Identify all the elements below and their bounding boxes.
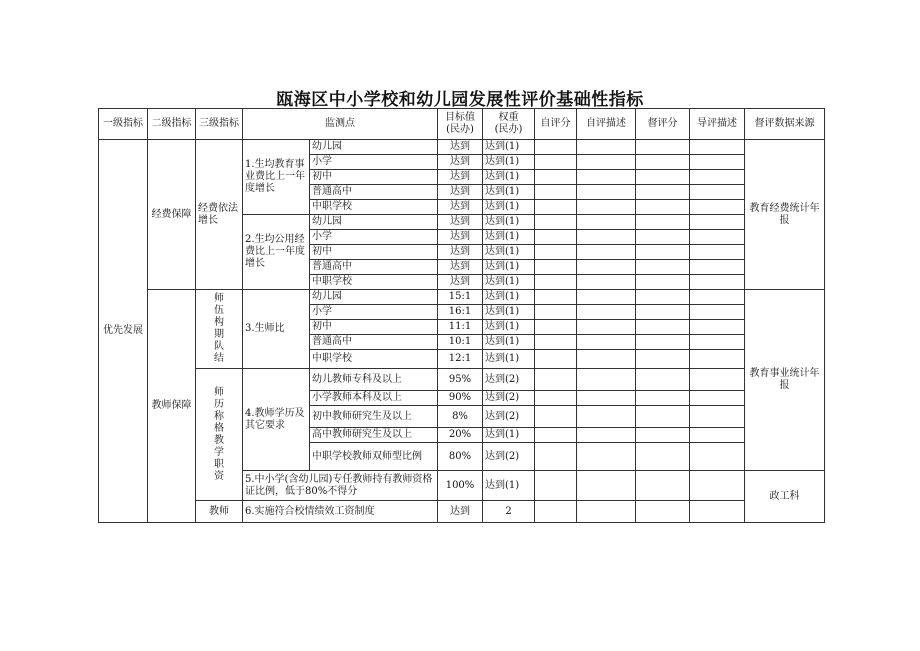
point-cell: 普通高中	[310, 260, 438, 275]
weight-cell: 达到(1)	[483, 185, 535, 200]
target-cell: 16:1	[438, 305, 483, 320]
source-cell: 教育经费统计年报	[745, 140, 825, 290]
self-score-cell[interactable]	[535, 320, 577, 335]
self-desc-cell[interactable]	[577, 391, 636, 406]
weight-cell: 达到(1)	[483, 200, 535, 215]
header-sup-score: 督评分	[636, 109, 690, 140]
header-point: 监测点	[243, 109, 438, 140]
sup-score-cell[interactable]	[636, 501, 690, 523]
weight-cell: 达到(1)	[483, 260, 535, 275]
group-cell: 3.生师比	[243, 290, 310, 369]
sup-score-cell[interactable]	[636, 350, 690, 369]
header-self-desc: 自评描述	[577, 109, 636, 140]
guide-desc-cell[interactable]	[690, 471, 745, 501]
sup-score-cell[interactable]	[636, 305, 690, 320]
page-title: 瓯海区中小学校和幼儿园发展性评价基础性指标	[276, 90, 644, 110]
weight-cell: 达到(2)	[483, 443, 535, 471]
weight-cell: 达到(1)	[483, 140, 535, 155]
point-cell: 幼儿园	[310, 140, 438, 155]
self-desc-cell[interactable]	[577, 406, 636, 428]
point-cell: 普通高中	[310, 335, 438, 350]
point-cell: 中职学校	[310, 200, 438, 215]
sup-score-cell[interactable]	[636, 428, 690, 443]
point-cell: 小学	[310, 230, 438, 245]
weight-cell: 达到(2)	[483, 406, 535, 428]
sup-score-cell[interactable]	[636, 245, 690, 260]
self-desc-cell[interactable]	[577, 185, 636, 200]
self-desc-cell[interactable]	[577, 471, 636, 501]
header-level2: 二级指标	[148, 109, 196, 140]
self-score-cell[interactable]	[535, 260, 577, 275]
target-cell: 80%	[438, 443, 483, 471]
weight-cell: 达到(1)	[483, 155, 535, 170]
sup-score-cell[interactable]	[636, 155, 690, 170]
self-desc-cell[interactable]	[577, 245, 636, 260]
guide-desc-cell[interactable]	[690, 245, 745, 260]
target-cell: 达到	[438, 275, 483, 290]
target-cell: 达到	[438, 230, 483, 245]
weight-cell: 达到(1)	[483, 428, 535, 443]
target-cell: 达到	[438, 200, 483, 215]
target-cell: 达到	[438, 155, 483, 170]
sup-score-cell[interactable]	[636, 230, 690, 245]
table-row	[99, 140, 825, 155]
target-cell: 10:1	[438, 335, 483, 350]
guide-desc-cell[interactable]	[690, 391, 745, 406]
guide-desc-cell[interactable]	[690, 185, 745, 200]
point-cell: 初中	[310, 170, 438, 185]
header-target: 目标值 (民办)	[438, 109, 483, 140]
self-score-cell[interactable]	[535, 170, 577, 185]
source-cell: 政工科	[745, 471, 825, 523]
self-desc-cell[interactable]	[577, 230, 636, 245]
target-cell: 20%	[438, 428, 483, 443]
target-cell: 15:1	[438, 290, 483, 305]
point-cell: 幼儿教师专科及以上	[310, 369, 438, 391]
header-level3: 三级指标	[196, 109, 243, 140]
guide-desc-cell[interactable]	[690, 215, 745, 230]
header-level1: 一级指标	[99, 109, 148, 140]
self-score-cell[interactable]	[535, 443, 577, 471]
header-source: 督评数据来源	[745, 109, 825, 140]
self-score-cell[interactable]	[535, 230, 577, 245]
weight-cell: 达到(1)	[483, 335, 535, 350]
guide-desc-cell[interactable]	[690, 230, 745, 245]
self-score-cell[interactable]	[535, 185, 577, 200]
self-desc-cell[interactable]	[577, 290, 636, 305]
guide-desc-cell[interactable]	[690, 140, 745, 155]
group-cell: 6.实施符合校情绩效工资制度	[243, 501, 438, 523]
point-cell: 高中教师研究生及以上	[310, 428, 438, 443]
guide-desc-cell[interactable]	[690, 335, 745, 350]
target-cell: 11:1	[438, 320, 483, 335]
sup-score-cell[interactable]	[636, 290, 690, 305]
sup-score-cell[interactable]	[636, 140, 690, 155]
point-cell: 普通高中	[310, 185, 438, 200]
target-cell: 95%	[438, 369, 483, 391]
weight-cell: 达到(1)	[483, 245, 535, 260]
group-cell: 1.生均教育事业费比上一年度增长	[243, 140, 310, 215]
self-score-cell[interactable]	[535, 290, 577, 305]
sup-score-cell[interactable]	[636, 260, 690, 275]
weight-cell: 达到(1)	[483, 275, 535, 290]
self-score-cell[interactable]	[535, 369, 577, 391]
weight-cell: 达到(1)	[483, 170, 535, 185]
self-desc-cell[interactable]	[577, 335, 636, 350]
target-cell: 达到	[438, 260, 483, 275]
sup-score-cell[interactable]	[636, 200, 690, 215]
guide-desc-cell[interactable]	[690, 428, 745, 443]
level3-cell: 师伍构期队结	[196, 290, 243, 369]
target-cell: 100%	[438, 471, 483, 501]
self-desc-cell[interactable]	[577, 260, 636, 275]
point-cell: 中职学校	[310, 350, 438, 369]
weight-cell: 达到(1)	[483, 230, 535, 245]
self-desc-cell[interactable]	[577, 320, 636, 335]
point-cell: 初中教师研究生及以上	[310, 406, 438, 428]
weight-cell: 达到(1)	[483, 320, 535, 335]
weight-cell: 达到(1)	[483, 215, 535, 230]
guide-desc-cell[interactable]	[690, 406, 745, 428]
self-desc-cell[interactable]	[577, 155, 636, 170]
guide-desc-cell[interactable]	[690, 305, 745, 320]
group-cell: 2.生均公用经费比上一年度增长	[243, 215, 310, 290]
weight-cell: 达到(1)	[483, 290, 535, 305]
point-cell: 中职学校教师双师型比例	[310, 443, 438, 471]
level2-cell: 教师保障	[148, 290, 196, 523]
target-cell: 达到	[438, 501, 483, 523]
self-score-cell[interactable]	[535, 275, 577, 290]
weight-cell: 达到(1)	[483, 471, 535, 501]
self-score-cell[interactable]	[535, 305, 577, 320]
self-desc-cell[interactable]	[577, 350, 636, 369]
guide-desc-cell[interactable]	[690, 260, 745, 275]
header-row	[99, 109, 825, 140]
weight-cell: 达到(2)	[483, 391, 535, 406]
target-cell: 达到	[438, 215, 483, 230]
self-score-cell[interactable]	[535, 155, 577, 170]
header-self-score: 自评分	[535, 109, 577, 140]
sup-score-cell[interactable]	[636, 406, 690, 428]
point-cell: 小学	[310, 155, 438, 170]
level2-cell: 经费保障	[148, 140, 196, 290]
weight-cell: 达到(1)	[483, 350, 535, 369]
level1-cell: 优先发展	[99, 140, 148, 523]
target-cell: 达到	[438, 185, 483, 200]
self-score-cell[interactable]	[535, 335, 577, 350]
group-cell: 5.中小学(含幼儿园)专任教师持有教师资格证比例，低于80%不得分	[243, 471, 438, 501]
weight-cell: 2	[483, 501, 535, 523]
self-desc-cell[interactable]	[577, 170, 636, 185]
guide-desc-cell[interactable]	[690, 200, 745, 215]
source-cell: 教育事业统计年报	[745, 290, 825, 471]
sup-score-cell[interactable]	[636, 170, 690, 185]
target-cell: 12:1	[438, 350, 483, 369]
sup-score-cell[interactable]	[636, 443, 690, 471]
guide-desc-cell[interactable]	[690, 290, 745, 305]
sup-score-cell[interactable]	[636, 471, 690, 501]
self-score-cell[interactable]	[535, 245, 577, 260]
sup-score-cell[interactable]	[636, 320, 690, 335]
self-desc-cell[interactable]	[577, 443, 636, 471]
self-score-cell[interactable]	[535, 215, 577, 230]
guide-desc-cell[interactable]	[690, 320, 745, 335]
self-score-cell[interactable]	[535, 471, 577, 501]
header-guide-desc: 导评描述	[690, 109, 745, 140]
weight-cell: 达到(2)	[483, 369, 535, 391]
guide-desc-cell[interactable]	[690, 501, 745, 523]
sup-score-cell[interactable]	[636, 369, 690, 391]
guide-desc-cell[interactable]	[690, 443, 745, 471]
guide-desc-cell[interactable]	[690, 369, 745, 391]
header-weight: 权重 (民办)	[483, 109, 535, 140]
sup-score-cell[interactable]	[636, 335, 690, 350]
weight-cell: 达到(1)	[483, 305, 535, 320]
point-cell: 中职学校	[310, 275, 438, 290]
target-cell: 达到	[438, 245, 483, 260]
self-score-cell[interactable]	[535, 406, 577, 428]
point-cell: 幼儿园	[310, 215, 438, 230]
guide-desc-cell[interactable]	[690, 275, 745, 290]
self-score-cell[interactable]	[535, 140, 577, 155]
sup-score-cell[interactable]	[636, 275, 690, 290]
self-desc-cell[interactable]	[577, 428, 636, 443]
guide-desc-cell[interactable]	[690, 155, 745, 170]
point-cell: 幼儿园	[310, 290, 438, 305]
sup-score-cell[interactable]	[636, 185, 690, 200]
table-row	[99, 369, 825, 391]
self-desc-cell[interactable]	[577, 305, 636, 320]
self-desc-cell[interactable]	[577, 501, 636, 523]
level3-cell: 经费依法增长	[196, 140, 243, 290]
level3-cell: 教师	[196, 501, 243, 523]
target-cell: 90%	[438, 391, 483, 406]
sup-score-cell[interactable]	[636, 391, 690, 406]
target-cell: 达到	[438, 170, 483, 185]
point-cell: 小学教师本科及以上	[310, 391, 438, 406]
self-desc-cell[interactable]	[577, 215, 636, 230]
self-desc-cell[interactable]	[577, 200, 636, 215]
guide-desc-cell[interactable]	[690, 170, 745, 185]
self-desc-cell[interactable]	[577, 369, 636, 391]
point-cell: 初中	[310, 245, 438, 260]
sup-score-cell[interactable]	[636, 215, 690, 230]
target-cell: 8%	[438, 406, 483, 428]
point-cell: 小学	[310, 305, 438, 320]
group-cell: 4.教师学历及其它要求	[243, 369, 310, 471]
guide-desc-cell[interactable]	[690, 350, 745, 369]
table-row	[99, 501, 825, 523]
point-cell: 初中	[310, 320, 438, 335]
level3-cell: 师历称格教学职资	[196, 369, 243, 501]
self-score-cell[interactable]	[535, 391, 577, 406]
indicator-table	[98, 108, 825, 523]
self-score-cell[interactable]	[535, 350, 577, 369]
self-desc-cell[interactable]	[577, 140, 636, 155]
self-score-cell[interactable]	[535, 200, 577, 215]
self-desc-cell[interactable]	[577, 275, 636, 290]
target-cell: 达到	[438, 140, 483, 155]
self-score-cell[interactable]	[535, 428, 577, 443]
table-row	[99, 290, 825, 305]
self-score-cell[interactable]	[535, 501, 577, 523]
